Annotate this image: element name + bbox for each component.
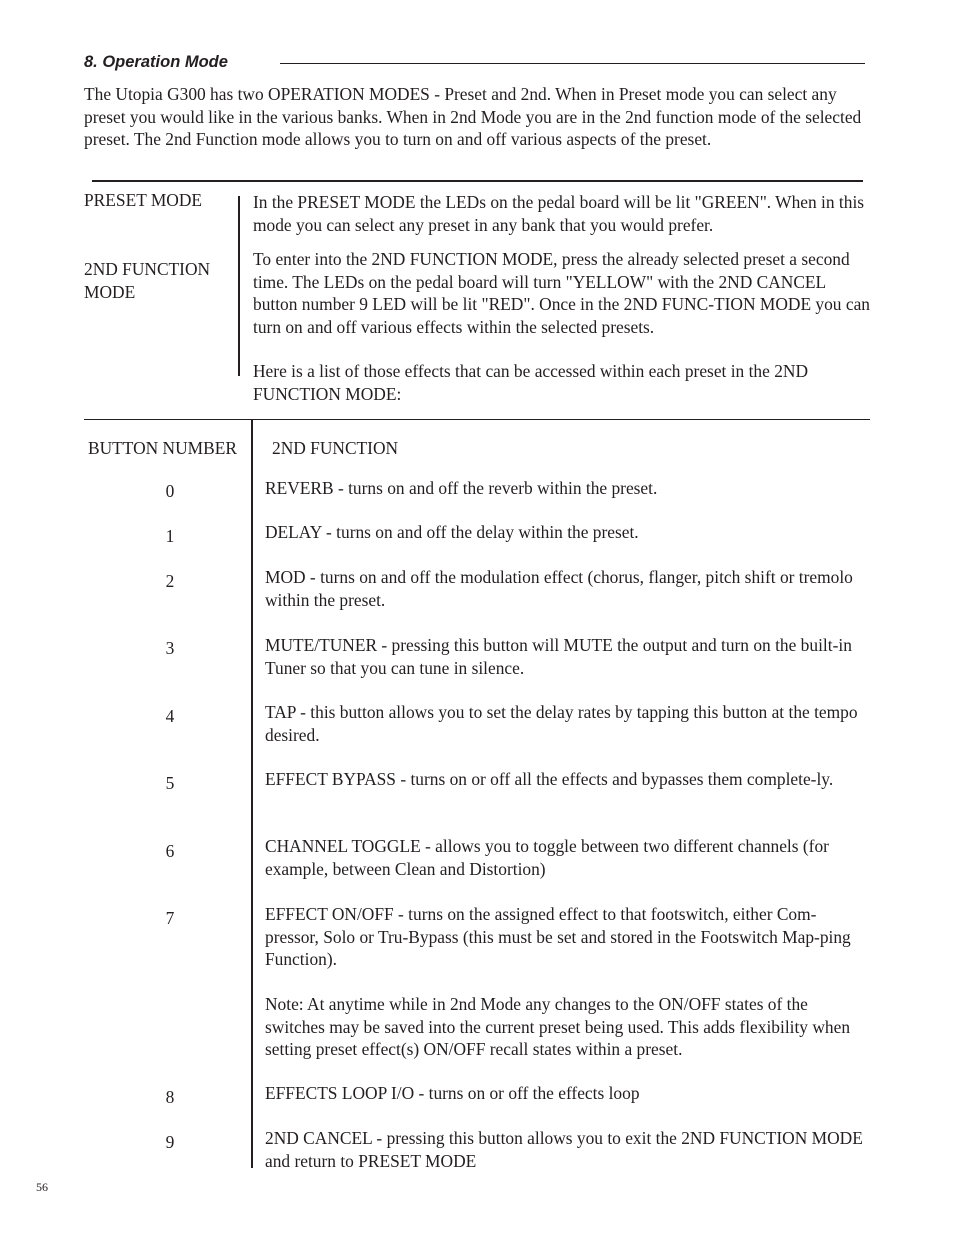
button-number: 5 [165,773,175,793]
second-function-mode-text: To enter into the 2ND FUNCTION MODE, press the already selected preset a second time. The LEDs on the pedal board will turn "YELLOW" with the 2ND CANCEL button number 9 LED will be lit "RED". Once in the 2ND FUNC-TION MODE you can turn on and off various effects within the selected presets. [253,249,870,337]
function-description: DELAY - turns on and off the delay within the preset. [265,522,639,542]
button-number: 2 [165,571,175,591]
heading-rule [280,63,865,64]
button-number: 4 [165,706,175,726]
button-number: 6 [165,841,175,861]
function-description: 2ND CANCEL - pressing this button allows you to exit the 2ND FUNCTION MODE and return to PRESET MODE [265,1128,863,1171]
label-line: MODE [84,281,136,302]
function-description: CHANNEL TOGGLE - allows you to toggle between two different channels (for example, between Clean and Distortion) [265,836,829,879]
preset-mode-label: PRESET MODE [84,190,203,210]
function-description: EFFECTS LOOP I/O - turns on or off the effects loop [265,1083,640,1103]
button-number: 7 [165,908,175,928]
modes-divider [238,196,240,376]
intro-paragraph: The Utopia G300 has two OPERATION MODES - Preset and 2nd. When in Preset mode you can select any preset you would like in the various banks. When in 2nd Mode you are in the 2nd function mode of the selected preset. The 2nd Function mode allows you to turn on and off various aspects of the preset. [84,84,862,149]
function-description: REVERB - turns on and off the reverb within the preset. [265,478,658,498]
button-number: 8 [165,1087,175,1107]
function-description: TAP - this button allows you to set the delay rates by tapping this button at the tempo desired. [265,702,858,745]
page-number: 56 [36,1180,48,1194]
function-description: EFFECT BYPASS - turns on or off all the effects and bypasses them complete-ly. [265,769,834,789]
function-description: EFFECT ON/OFF - turns on the assigned effect to that footswitch, either Com-pressor, Solo or Tru-Bypass (this must be set and stored in the Footswitch Map-ping Function). [265,904,851,969]
table-divider [251,420,253,1168]
button-number: 0 [165,481,175,501]
button-number: 1 [165,526,175,546]
button-number: 9 [165,1132,175,1152]
preset-mode-text: In the PRESET MODE the LEDs on the pedal board will be lit "GREEN". When in this mode you can select any preset in any bank that you would prefer. [253,192,865,235]
section-heading: 8. Operation Mode [84,53,228,71]
button-number: 3 [165,638,175,658]
table-top-rule [84,419,870,420]
modes-top-rule [92,180,863,182]
function-description: MUTE/TUNER - pressing this button will MUTE the output and turn on the built-in Tuner so that you can tune in silence. [265,635,852,678]
label-line: 2ND FUNCTION [84,259,211,279]
second-function-mode-label [84,258,210,303]
function-description: MOD - turns on and off the modulation effect (chorus, flanger, pitch shift or tremolo within the preset. [265,567,853,610]
column-header-button-number: BUTTON NUMBER [88,438,237,458]
column-header-2nd-function: 2ND FUNCTION [272,438,399,458]
effects-list-intro: Here is a list of those effects that can be accessed within each preset in the 2ND FUNCTION MODE: [253,361,809,404]
note-paragraph: Note: At anytime while in 2nd Mode any changes to the ON/OFF states of the switches may be saved into the current preset being used. This adds flexibility when setting preset effect(s) ON/OFF recall states within a preset. [265,994,851,1059]
